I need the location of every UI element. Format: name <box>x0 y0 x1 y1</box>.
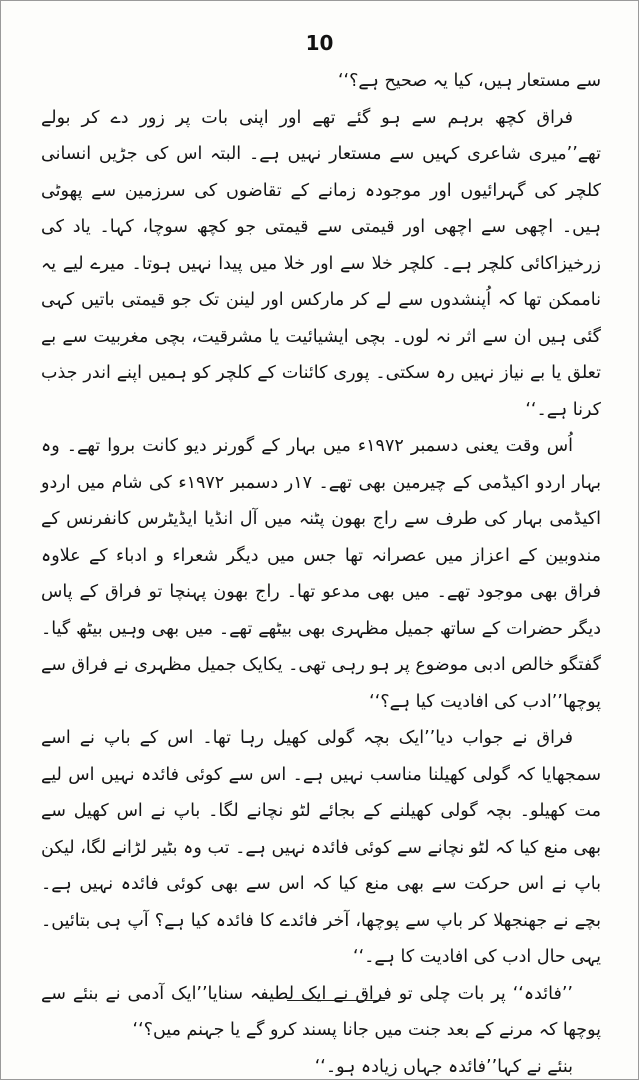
paragraph-3: اُس وقت یعنی دسمبر ۱۹۷۲ء میں بہار کے گورنر دیو کانت بروا تھے۔ وہ بہار اردو اکیڈمی کے چیرمین بھی تھے۔ ۱۷ر دسمبر ۱۹۷۲ء کی شام میں اردو اکیڈمی بہار کی طرف سے راج بھون پٹنہ میں آل انڈیا ایڈیٹرس کانفرنس کے مندوبین کے اعزاز میں عصرانہ تھا جس میں دیگر شعراء و ادباء کے علاوہ فراق بھی موجود تھے۔ میں بھی مدعو تھا۔ راج بھون پہنچا تو فراق کے پاس دیگر حضرات کے ساتھ جمیل مظہری بھی بیٹھے تھے۔ میں بھی وہیں بیٹھ گیا۔ گفتگو خالص ادبی موضوع پر ہو رہی تھی۔ یکایک جمیل مظہری نے فراق سے پوچھا’’ادب کی افادیت کیا ہے؟‘‘ <box>41 428 601 720</box>
page-body <box>41 63 601 1085</box>
paragraph-2: فراق کچھ برہم سے ہو گئے تھے اور اپنی بات پر زور دے کر بولے تھے’’میری شاعری کہیں سے مستعار نہیں ہے۔ البتہ اس کی جڑیں انسانی کلچر کی گہرائیوں اور موجودہ زمانے کے تقاضوں کی سرزمین سے پھوٹی ہیں۔ اچھی سے اچھی اور قیمتی سے قیمتی جو کچھ سوچا، کہا۔ یاد کی زرخیزاکائی کلچر ہے۔ کلچر خلا سے اور خلا میں پیدا نہیں ہوتا۔ میرے لیے یہ ناممکن تھا کہ اُپنشدوں سے لے کر مارکس اور لینن تک جو قیمتی باتیں کہی گئی ہیں ان سے اثر نہ لوں۔ بچی ایشیائیت یا مشرقیت، بچی مغربیت سے بے تعلق یا بے نیاز نہیں رہ سکتی۔ پوری کائنات کے کلچر کو ہمیں اپنے اندر جذب کرنا ہے۔‘‘ <box>41 100 601 429</box>
page-number: 10 <box>1 31 638 55</box>
paragraph-5: ’’فائدہ‘‘ پر بات چلی تو فراق نے ایک لطیفہ سنایا’’ایک آدمی نے بنئے سے پوچھا کہ مرنے کے بعد جنت میں جانا پسند کرو گے یا جہنم میں؟‘‘ <box>41 976 601 1049</box>
footer-divider <box>287 1000 385 1001</box>
paragraph-6: بنئے نے کہا’’فائدہ جہاں زیادہ ہو۔‘‘ <box>41 1049 601 1085</box>
paragraph-1: سے مستعار ہیں، کیا یہ صحیح ہے؟‘‘ <box>41 63 601 100</box>
paragraph-4: فراق نے جواب دیا’’ایک بچہ گولی کھیل رہا تھا۔ اس کے باپ نے اسے سمجھایا کہ گولی کھیلنا مناسب نہیں ہے۔ اس سے کوئی فائدہ نہیں اس لیے مت کھیلو۔ بچہ گولی کھیلنے کے بجائے لٹو نچانے لگا۔ باپ نے اس کھیل سے بھی منع کیا کہ لٹو نچانے سے کوئی فائدہ نہیں ہے۔ تب وہ بٹیر لڑانے لگا، لیکن باپ نے اس حرکت سے بھی منع کیا کہ اس سے بھی کوئی فائدہ نہیں ہے۔ بچے نے جھنجھلا کر باپ سے پوچھا، آخر فائدے کا فائدہ کیا ہے؟ آپ ہی بتائیں۔ یہی حال ادب کی افادیت کا ہے۔‘‘ <box>41 720 601 976</box>
